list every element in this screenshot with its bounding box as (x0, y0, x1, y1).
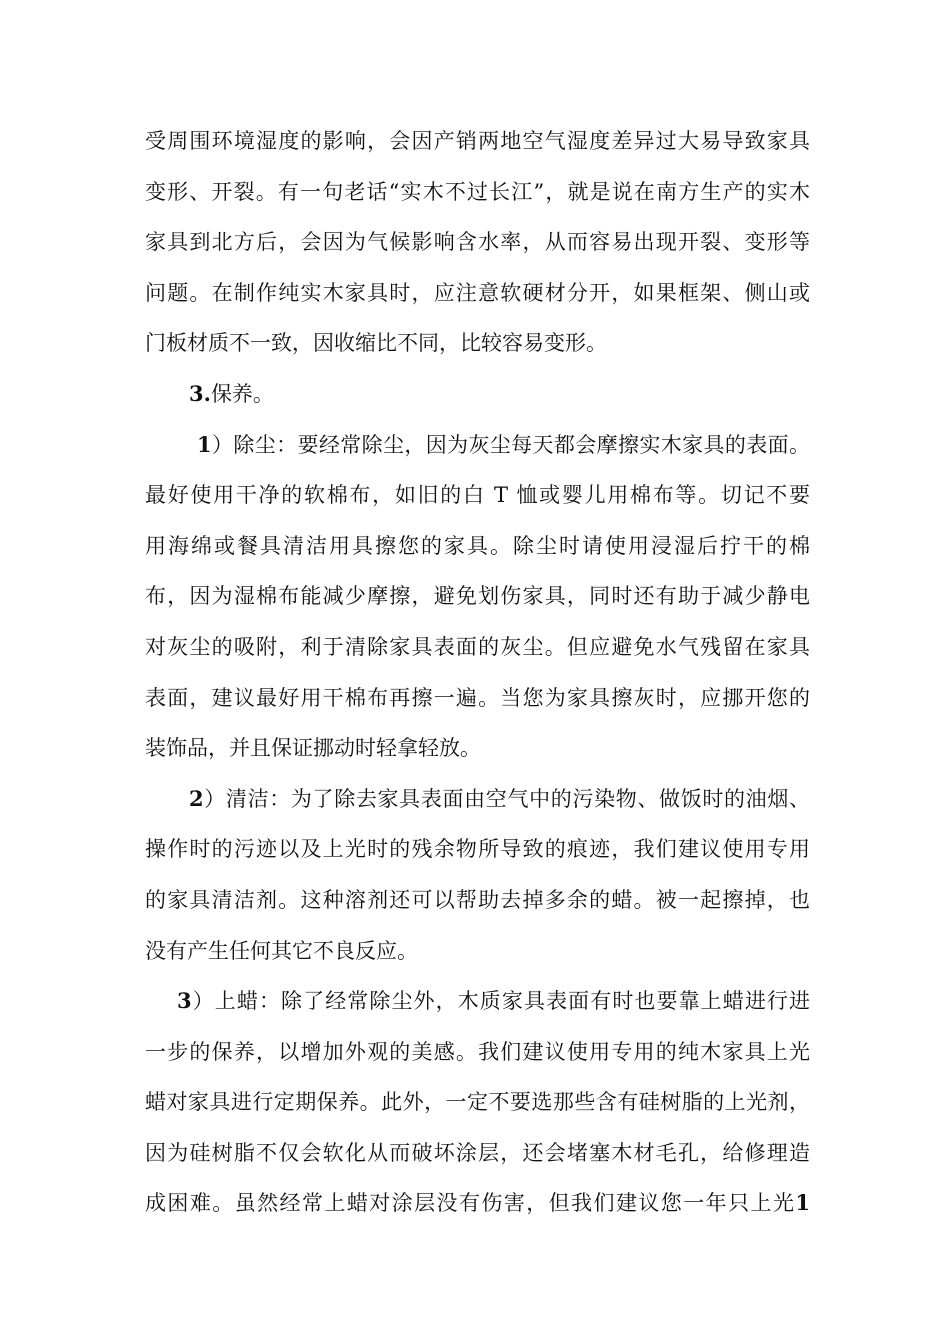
text-line (145, 1077, 810, 1128)
text-line (145, 723, 810, 774)
text-line (145, 318, 810, 369)
list-marker: 3 (177, 988, 192, 1014)
line-text: 家具到北方后，会因为气候影响含水率，从而容易出现开裂、变形等 (145, 230, 810, 255)
line-text: 最好使用干净的软棉布，如旧的白 T 恤或婴儿用棉布等。切记不要 (145, 483, 810, 508)
list-marker: 1 (197, 431, 212, 457)
text-line (145, 1178, 810, 1229)
text-line (145, 369, 810, 420)
line-text: ）上蜡：除了经常除尘外，木质家具表面有时也要靠上蜡进行进 (191, 989, 810, 1014)
text-line (145, 167, 810, 218)
text-line (145, 571, 810, 622)
list-marker: 2 (189, 785, 204, 811)
text-line (145, 622, 810, 673)
line-text: 因为硅树脂不仅会软化从而破坏涂层，还会堵塞木材毛孔，给修理造 (145, 1140, 810, 1165)
text-line (145, 1027, 810, 1078)
text-line (145, 268, 810, 319)
text-line (145, 521, 810, 572)
line-text: 的家具清洁剂。这种溶剂还可以帮助去掉多余的蜡。被一起擦掉，也 (145, 887, 810, 912)
bold-number: 1 (795, 1190, 810, 1216)
text-line (145, 420, 810, 471)
line-text: 布，因为湿棉布能减少摩擦，避免划伤家具，同时还有助于减少静电 (145, 584, 810, 609)
text-line (145, 116, 810, 167)
line-text: 表面，建议最好用干棉布再擦一遍。当您为家具擦灰时，应挪开您的 (145, 685, 810, 710)
line-text: 变形、开裂。有一句老话“实木不过长江”，就是说在南方生产的实木 (145, 179, 810, 204)
line-text: 门板材质不一致，因收缩比不同，比较容易变形。 (145, 331, 607, 356)
body-text (145, 116, 810, 1229)
text-line (145, 1128, 810, 1179)
text-line (145, 673, 810, 724)
text-line (145, 824, 810, 875)
text-line (145, 470, 810, 521)
text-line (145, 976, 810, 1027)
line-text: ）清洁：为了除去家具表面由空气中的污染物、做饭时的油烟、 (203, 786, 810, 811)
line-text: 保养。 (210, 381, 274, 406)
text-line (145, 875, 810, 926)
line-text: ）除尘：要经常除尘，因为灰尘每天都会摩擦实木家具的表面。 (211, 432, 810, 457)
text-line (145, 217, 810, 268)
line-text: 操作时的污迹以及上光时的残余物所导致的痕迹，我们建议使用专用 (145, 837, 810, 862)
line-text: 装饰品，并且保证挪动时轻拿轻放。 (145, 736, 481, 761)
text-line (145, 926, 810, 977)
line-text: 蜡对家具进行定期保养。此外，一定不要选那些含有硅树脂的上光剂， (145, 1090, 810, 1115)
list-marker: 3. (189, 380, 211, 406)
line-text: 一步的保养，以增加外观的美感。我们建议使用专用的纯木家具上光 (145, 1039, 810, 1064)
line-text: 用海绵或餐具清洁用具擦您的家具。除尘时请使用浸湿后拧干的棉 (145, 533, 810, 558)
line-text: 问题。在制作纯实木家具时，应注意软硬材分开，如果框架、侧山或 (145, 280, 810, 305)
line-text: 没有产生任何其它不良反应。 (145, 938, 418, 963)
text-line (145, 774, 810, 825)
line-text: 成困难。虽然经常上蜡对涂层没有伤害，但我们建议您一年只上光 (145, 1191, 796, 1216)
line-text: 对灰尘的吸附，利于清除家具表面的灰尘。但应避免水气残留在家具 (145, 634, 810, 659)
line-text: 受周围环境湿度的影响，会因产销两地空气湿度差异过大易导致家具 (145, 129, 810, 153)
